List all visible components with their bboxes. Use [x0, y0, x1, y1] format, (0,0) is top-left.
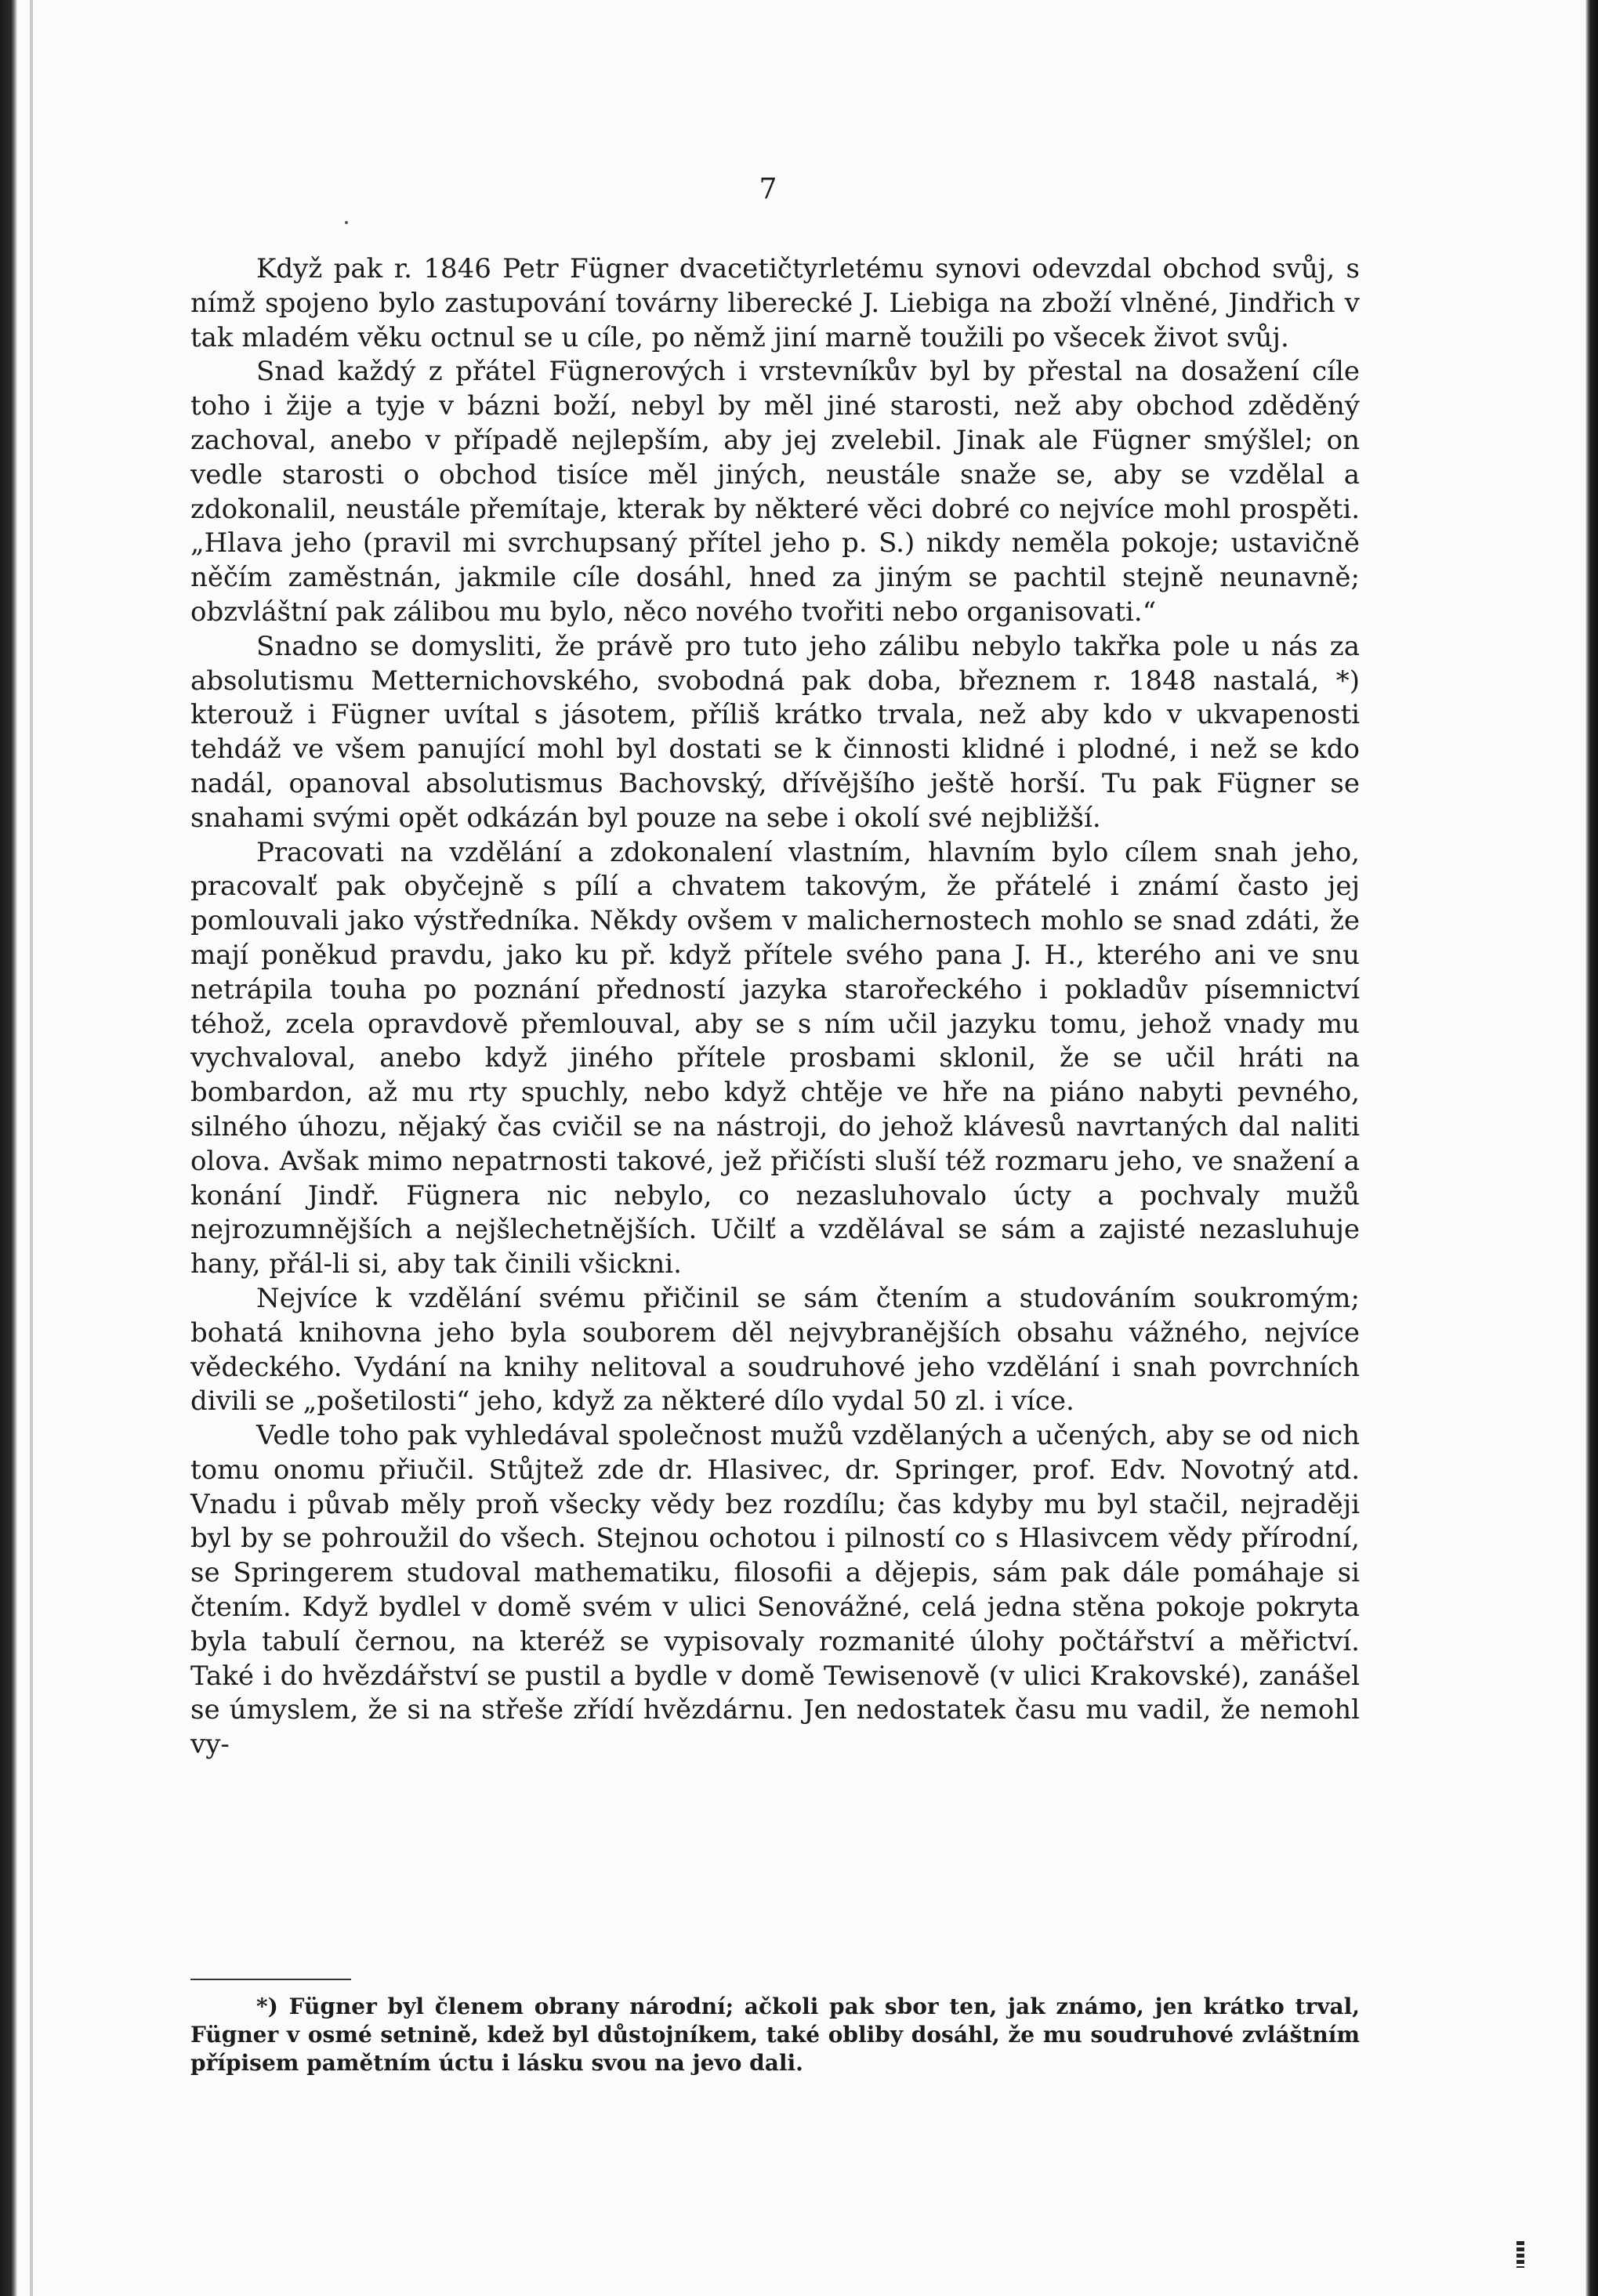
footnote-separator [190, 1979, 351, 1980]
ink-speck [345, 221, 348, 224]
paragraph: Když pak r. 1846 Petr Fügner dvacetičtyrletému synovi odevzdal obchod svůj, s nímž spojeno bylo zastupování továrny liberecké J. Liebiga na zboží vlněné, Jindřich v tak mladém věku octnul se u cíle, po němž jiní marně toužili po všecek život svůj. [190, 253, 1360, 353]
book-binding-edge [0, 0, 17, 2296]
paragraph: Nejvíce k vzdělání svému přičinil se sám čtením a studováním soukromým; bohatá knihovna jeho byla souborem děl nejvybranějších obsahu vážného, nejvíce vědeckého. Vydání na knihy nelitoval a soudruhové jeho vzdělání i snah povrchních divili se „pošetilosti“ jeho, když za některé dílo vydal 50 zl. i více. [190, 1282, 1360, 1418]
scan-edge-mark [1516, 2241, 1524, 2268]
paragraph: Snad každý z přátel Fügnerových i vrstevníkův byl by přestal na dosažení cíle toho i žije a tyje v bázni boží, nebyl by měl jiné starosti, než aby obchod zděděný zachoval, anebo v případě nejlepším, aby jej zvelebil. Jinak ale Fügner smýšlel; on vedle starosti o obchod tisíce měl jiných, neustále snaže se, aby se vzdělal a zdokonalil, neustále přemítaje, kterak by některé věci dobré co nejvíce mohl prospěti. „Hlava jeho (pravil mi svrchupsaný přítel jeho p. S.) nikdy neměla pokoje; ustavičně něčím zaměstnán, jakmile cíle dosáhl, hned za jiným se pachtil stejně neunavně; obzvláštní pak zálibou mu bylo, něco nového tvořiti nebo organisovati.“ [190, 356, 1360, 628]
footnote [190, 1993, 1360, 2077]
footnote-text: *) Fügner byl členem obrany národní; ačkoli pak sbor ten, jak známo, jen krátko trval, Fügner v osmé setnině, kdež byl důstojníkem, také obliby dosáhl, že mu soudruhové zvláštním přípisem pamětním úctu i lásku svou na jevo dali. [190, 1994, 1360, 2076]
scan-right-edge [1585, 0, 1598, 2296]
body-text [190, 252, 1360, 1762]
page-gutter-line [30, 0, 33, 2296]
paragraph: Pracovati na vzdělání a zdokonalení vlastním, hlavním bylo cílem snah jeho, pracovalť pak obyčejně s pílí a chvatem takovým, že přátelé i známí často jej pomlouvali jako výstředníka. Někdy ovšem v malichernostech mohlo se snad zdáti, že mají poněkud pravdu, jako ku př. když přítele svého pana J. H., kterého ani ve snu netrápila touha po poznání předností jazyka starořeckého i pokladův písemnictví téhož, zcela opravdově přemlouval, aby se s ním učil jazyku tomu, jehož vnady mu vychvaloval, anebo když jiného přítele prosbami sklonil, že se učil hráti na bombardon, až mu rty spuchly, nebo když chtěje ve hře na piáno nabyti pevného, silného úhozu, nějaký čas cvičil se na nástroji, do jehož klávesů navrtaných dal naliti olova. Avšak mimo nepatrnosti takové, jež přičísti sluší též rozmaru jeho, ve snažení a konání Jindř. Fügnera nic nebylo, co nezasluhovalo úcty a pochvaly mužů nejrozumnějších a nejšlechetnějších. Učilť a vzdělával se sám a zajisté nezasluhuje hany, přál-li si, aby tak činili všickni. [190, 836, 1360, 1280]
paragraph: Vedle toho pak vyhledával společnost mužů vzdělaných a učených, aby se od nich tomu onomu přiučil. Stůjtež zde dr. Hlasivec, dr. Springer, prof. Edv. Novotný atd. Vnadu i půvab měly proň všecky vědy bez rozdílu; čas kdyby mu byl stačil, nejraději byl by se pohroužil do všech. Stejnou ochotou i pilností co s Hlasivcem vědy přírodní, se Springerem studoval mathematiku, filosofii a dějepis, sám pak dále pomáhaje si čtením. Když bydlel v domě svém v ulici Senovážné, celá jedna stěna pokoje pokryta byla tabulí černou, na kteréž se vypisovaly rozmanité úlohy počtářství a měřictví. Také i do hvězdářství se pustil a bydle v domě Tewisenově (v ulici Krakovské), zanášel se úmyslem, že si na střeše zřídí hvězdárnu. Jen nedostatek času mu vadil, že nemohl vy- [190, 1420, 1360, 1761]
page-number: 7 [759, 173, 777, 205]
paragraph: Snadno se domysliti, že právě pro tuto jeho zálibu nebylo takřka pole u nás za absolutismu Metternichovského, svobodná pak doba, březnem r. 1848 nastalá, *) kterouž i Fügner uvítal s jásotem, příliš krátko trvala, než aby kdo v ukvapenosti tehdáž ve všem panující mohl byl dostati se k činnosti klidné i plodné, i než se kdo nadál, opanoval absolutismus Bachovský, dřívějšího ještě horší. Tu pak Fügner se snahami svými opět odkázán byl pouze na sebe i okolí své nejbližší. [190, 630, 1360, 834]
